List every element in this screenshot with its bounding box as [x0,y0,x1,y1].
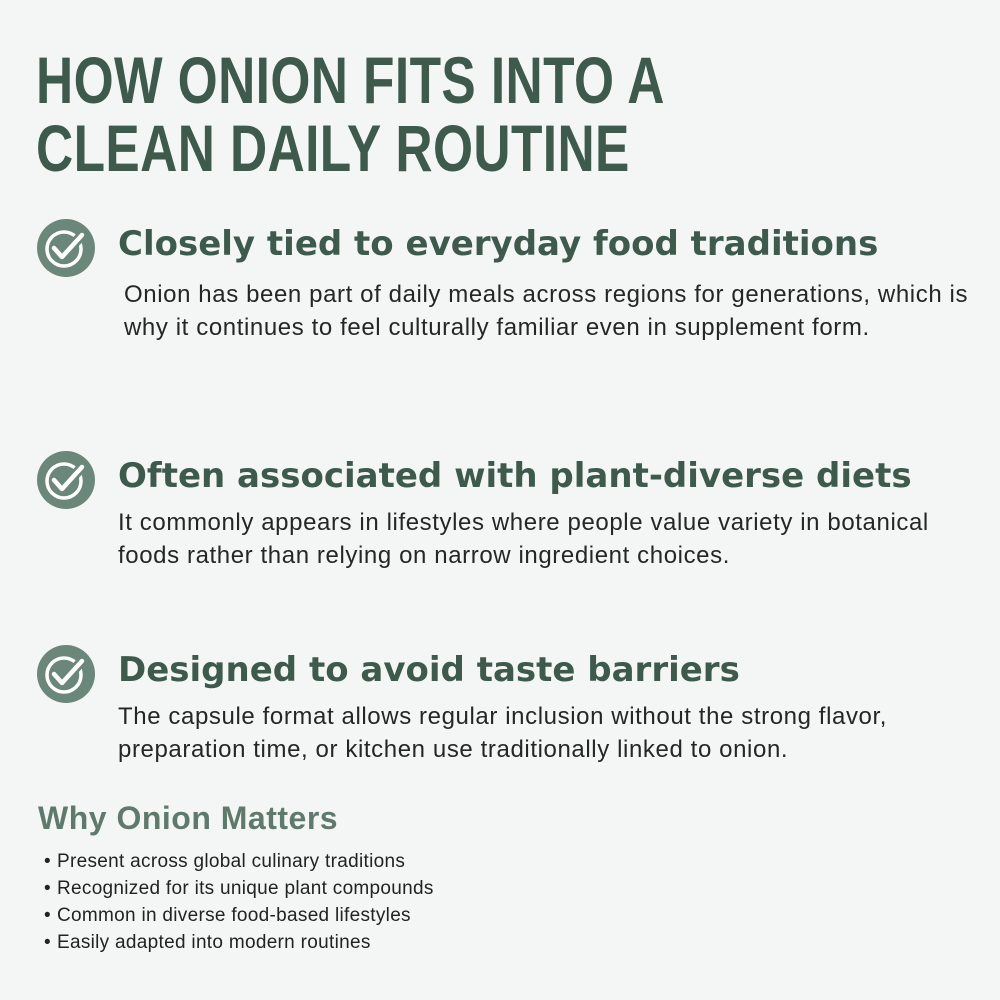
list-item-text: Common in diverse food-based lifestyles [57,905,411,926]
list-item-text: Recognized for its unique plant compounds [57,878,434,899]
list-item [44,848,434,875]
check-circle-icon [36,450,96,510]
bullet: • [44,905,51,926]
feature-heading: Designed to avoid taste barriers [118,650,740,690]
list-item [44,875,434,902]
page-title: HOW ONION FITS INTO A CLEAN DAILY ROUTINE [36,43,663,185]
bullet: • [44,932,51,953]
list-item [44,902,434,929]
feature-heading: Often associated with plant-diverse diets [118,456,912,496]
feature-body: Onion has been part of daily meals across regions for generations, which is why it continues to feel culturally familiar even in supplement form. [124,281,969,341]
check-circle-icon [36,218,96,278]
check-circle-icon [36,644,96,704]
bullet: • [44,878,51,899]
why-section-title: Why Onion Matters [38,800,339,836]
feature-body: The capsule format allows regular inclusion without the strong flavor, preparation time, or kitchen use traditionally linked to onion. [118,703,888,763]
list-item-text: Present across global culinary traditions [57,851,406,872]
list-item-text: Easily adapted into modern routines [57,932,371,953]
why-list [44,848,434,956]
bullet: • [44,851,51,872]
feature-heading: Closely tied to everyday food traditions [118,224,879,264]
feature-body: It commonly appears in lifestyles where people value variety in botanical foods rather than relying on narrow ingredient choices. [118,509,929,569]
list-item [44,929,434,956]
